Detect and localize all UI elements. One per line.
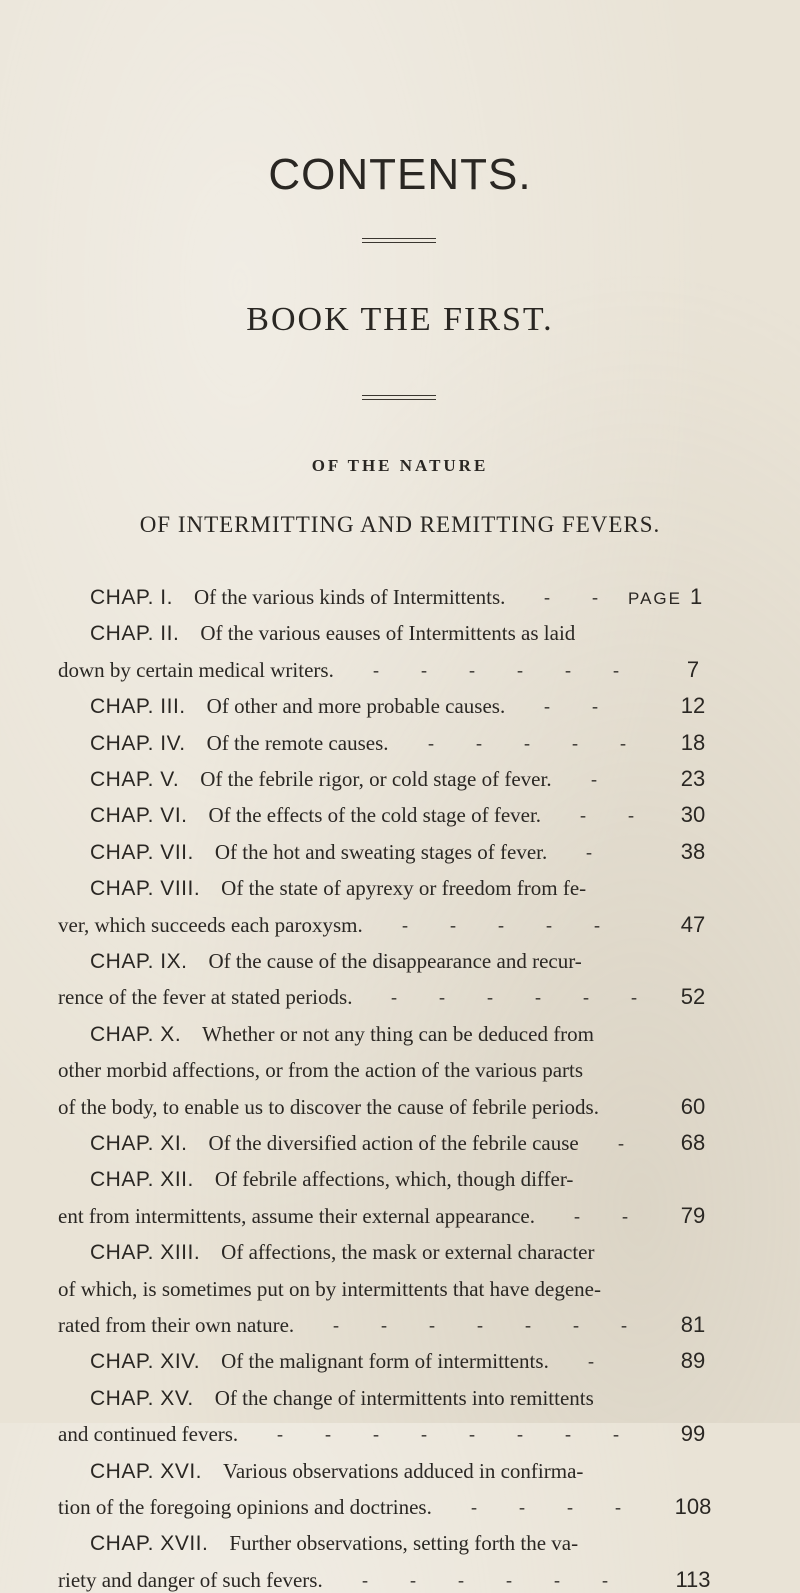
toc-entry-line — [90, 803, 541, 828]
page-number — [660, 984, 726, 1010]
chapter-number: CHAP. XI. — [90, 1132, 188, 1155]
leader-dashes: - — [588, 1351, 594, 1372]
chapter-title: other morbid affections, or from the action of the various parts — [58, 1058, 584, 1083]
toc-entry-line — [90, 621, 575, 646]
toc-entry-line — [58, 1313, 294, 1338]
page-number-value: 52 — [680, 984, 706, 1010]
page-number-value: 99 — [680, 1421, 706, 1447]
leader-dashes: - - - - - — [428, 732, 626, 753]
chapter-title: Of the cause of the disappearance and recur- — [208, 949, 582, 973]
toc-entry-line — [58, 1568, 323, 1593]
page-title: CONTENTS. — [268, 150, 532, 199]
chapter-title: Of the various eauses of Intermittents as laid — [200, 621, 576, 646]
page-number — [660, 1494, 726, 1520]
toc-entry-line — [90, 1531, 578, 1556]
toc-entry-line — [58, 913, 363, 938]
chapter-number: CHAP. XIV. — [90, 1350, 201, 1374]
page-number — [660, 912, 726, 938]
chapter-number: CHAP. VIII. — [90, 877, 201, 901]
chapter-title: Of affections, the mask or external character — [221, 1240, 595, 1265]
chapter-title: Of the various kinds of Intermittents. — [193, 585, 506, 609]
chapter-number: CHAP. I. — [90, 586, 173, 609]
toc-entry-line — [58, 1058, 583, 1083]
chapter-number: CHAP. XIII. — [90, 1241, 201, 1265]
page-number — [660, 1130, 726, 1156]
leader-dashes: - - — [574, 1205, 628, 1226]
toc-entry-line — [90, 1386, 594, 1411]
chapter-title: Of the change of intermittents into remittents — [214, 1385, 594, 1410]
page-number-value: 1 — [689, 584, 703, 609]
toc-entry-line — [90, 1167, 573, 1192]
toc-entry-line — [90, 694, 505, 719]
page-number — [660, 1348, 726, 1374]
page-number — [660, 802, 726, 828]
toc-entry-line — [90, 876, 586, 901]
toc-entry-line — [90, 585, 505, 610]
page-number-value: 60 — [680, 1093, 706, 1119]
leader-dashes: - - - - — [471, 1497, 621, 1517]
page-number-value: 113 — [675, 1566, 711, 1592]
page-number-value: 38 — [680, 838, 706, 864]
chapter-number: CHAP. XV. — [90, 1386, 194, 1410]
page-number — [660, 1203, 726, 1229]
page-number — [660, 657, 726, 683]
chapter-number: CHAP. XVII. — [90, 1532, 209, 1556]
page-number — [660, 1567, 726, 1593]
page-number — [660, 693, 726, 719]
toc-entry-line — [58, 1095, 599, 1120]
leader-dashes: - - - - - - — [362, 1569, 608, 1590]
chapter-title: Of the remote causes. — [206, 730, 389, 755]
chapter-number: CHAP. III. — [90, 695, 186, 719]
chapter-title: Of the diversified action of the febrile cause — [208, 1131, 579, 1155]
toc-entry-line — [58, 1422, 238, 1447]
chapter-title: Of the state of apyrexy or freedom from fe- — [221, 876, 587, 901]
leader-dashes: - - - - - - — [391, 987, 637, 1008]
toc-entry-line — [90, 1459, 583, 1484]
leader-dashes: - - - - - - — [373, 659, 619, 680]
book-heading: BOOK THE FIRST. — [246, 301, 554, 338]
toc-entry-line — [90, 949, 582, 974]
chapter-title: Whether or not any thing can be deduced from — [202, 1021, 595, 1046]
page-number — [660, 730, 726, 756]
toc-entry-line — [90, 840, 547, 865]
chapter-title: riety and danger of such fevers. — [58, 1567, 323, 1592]
chapter-number: CHAP. V. — [90, 768, 180, 791]
chapter-title: Of the febrile rigor, or cold stage of fever. — [200, 767, 552, 791]
section-heading: OF THE NATURE — [311, 456, 489, 475]
page-number-value: 23 — [680, 766, 706, 791]
chapter-title: Of the hot and sweating stages of fever. — [214, 839, 548, 864]
chapter-title: tion of the foregoing opinions and doctrines. — [58, 1495, 432, 1519]
chapter-number: CHAP. IV. — [90, 731, 186, 755]
leader-dashes: - — [618, 1133, 624, 1153]
chapter-title: rence of the fever at stated periods. — [58, 985, 353, 1010]
chapter-title: rated from their own nature. — [58, 1313, 295, 1337]
page-number — [628, 584, 788, 610]
chapter-number: CHAP. VII. — [90, 840, 194, 864]
page-number-value: 12 — [680, 693, 706, 719]
page-number-value: 81 — [680, 1312, 706, 1337]
leader-dashes: - - — [580, 805, 634, 826]
page-number-value: 89 — [680, 1348, 706, 1374]
page-number-value: 30 — [680, 802, 706, 828]
chapter-number: CHAP. XII. — [90, 1168, 194, 1192]
toc-entry-line — [90, 1131, 579, 1156]
leader-dashes: - - - - - - - — [333, 1315, 627, 1335]
chapter-number: CHAP. X. — [90, 1022, 182, 1046]
toc-entry-line — [58, 985, 352, 1010]
chapter-number: CHAP. XVI. — [90, 1459, 202, 1483]
leader-dashes: - — [586, 841, 592, 862]
chapter-number: CHAP. IX. — [90, 950, 188, 973]
chapter-title: ent from intermittents, assume their external appearance. — [58, 1203, 535, 1228]
toc-entry-line — [58, 1204, 535, 1229]
leader-dashes: - - - - - - - - — [277, 1424, 619, 1445]
chapter-title: of the body, to enable us to discover the cause of febrile periods. — [58, 1094, 599, 1119]
chapter-title: Of febrile affections, which, though differ- — [214, 1167, 574, 1192]
toc-entry-line — [90, 1022, 594, 1047]
page-number — [660, 1421, 726, 1447]
leader-dashes: - — [591, 769, 597, 789]
page-number-value: 108 — [674, 1494, 712, 1519]
page-number-value: 47 — [680, 911, 706, 937]
chapter-title: ver, which succeeds each paroxysm. — [58, 912, 363, 937]
page-number-value: 18 — [680, 729, 706, 755]
toc-entry-line — [58, 1277, 601, 1302]
leader-dashes: - - — [544, 587, 598, 607]
chapter-title: Of other and more probable causes. — [206, 694, 506, 719]
page-number-value: 7 — [686, 656, 700, 682]
toc-entry-line — [90, 731, 389, 756]
section-subject: OF INTERMITTING AND REMITTING FEVERS. — [139, 512, 661, 537]
page-number — [660, 1094, 726, 1120]
chapter-number: CHAP. VI. — [90, 804, 188, 828]
leader-dashes: - - - - - — [402, 914, 600, 935]
page-number — [660, 766, 726, 792]
chapter-title: Of the malignant form of intermittents. — [221, 1349, 549, 1374]
chapter-title: of which, is sometimes put on by intermittents that have degene- — [58, 1276, 601, 1301]
chapter-title: Of the effects of the cold stage of fever. — [208, 803, 542, 828]
toc-entry-line — [58, 658, 334, 683]
leader-dashes: - - — [544, 696, 598, 717]
page-label: PAGE — [628, 589, 682, 608]
toc-entry-line — [90, 1240, 595, 1265]
chapter-title: Various observations adduced in confirma- — [223, 1458, 584, 1483]
chapter-title: and continued fevers. — [58, 1422, 239, 1447]
chapter-number: CHAP. II. — [90, 622, 180, 646]
toc-entry-line — [58, 1495, 432, 1520]
chapter-title: down by certain medical writers. — [58, 657, 334, 682]
toc-entry-line — [90, 1349, 549, 1374]
toc-entry-line — [90, 767, 552, 792]
page-number-value: 68 — [680, 1130, 706, 1155]
chapter-title: Further observations, setting forth the va- — [229, 1531, 579, 1556]
page-number — [660, 839, 726, 865]
page-number-value: 79 — [680, 1202, 706, 1228]
page-number — [660, 1312, 726, 1338]
